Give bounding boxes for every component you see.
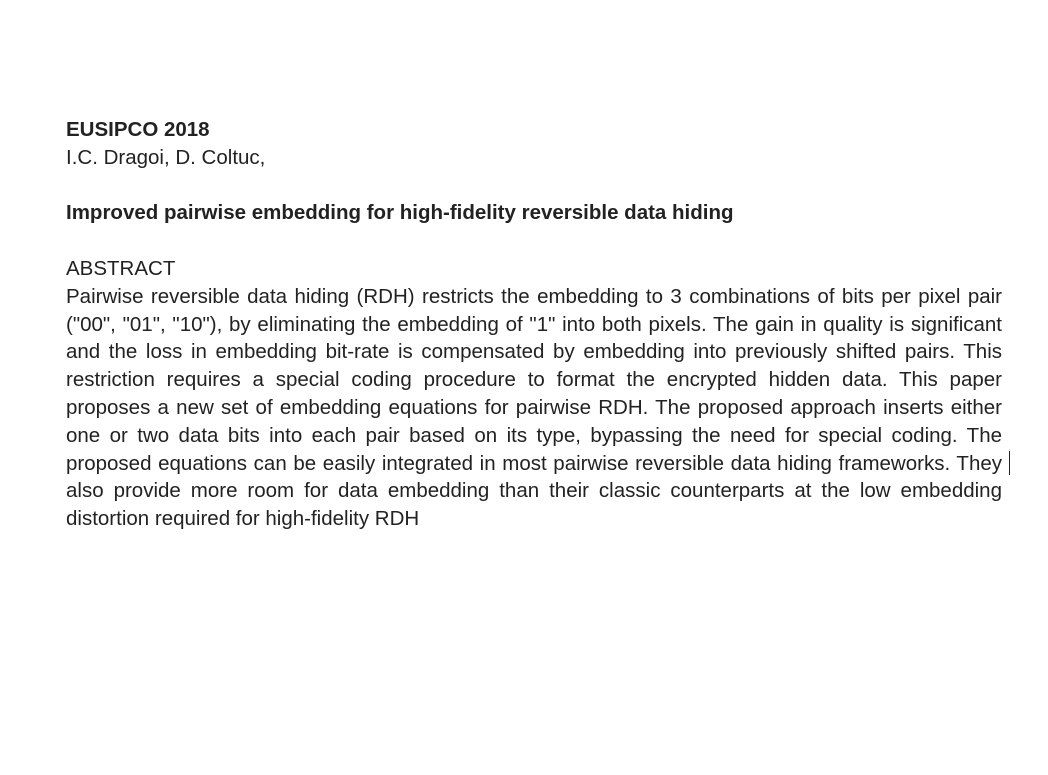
paper-title: Improved pairwise embedding for high-fidelity reversible data hiding: [66, 201, 734, 225]
abstract-heading: ABSTRACT: [66, 256, 176, 280]
conference-name: EUSIPCO 2018: [66, 118, 210, 141]
author-list: I.C. Dragoi, D. Coltuc,: [66, 145, 266, 169]
document-page: [66, 116, 1002, 533]
text-cursor: [1009, 451, 1010, 475]
abstract-text[interactable]: Pairwise reversible data hiding (RDH) restricts the embedding to 3 combinations of bits per pixel pair ("00", "01", "10"), by eliminating the embedding of "1" into both pixels. The gain in quality is significant and the loss in embedding bit-rate is compensated by embedding into previously shifted pairs. This restriction requires a special coding procedure to format the encrypted hidden data. This paper proposes a new set of embedding equations for pairwise RDH. The proposed approach inserts either one or two data bits into each pair based on its type, bypassing the need for special coding. The proposed equations can be easily integrated in most pairwise reversible data hiding frameworks. They also provide more room for data embedding than their classic counterparts at the low embedding distortion required for high-fidelity RDH: [66, 284, 1002, 531]
